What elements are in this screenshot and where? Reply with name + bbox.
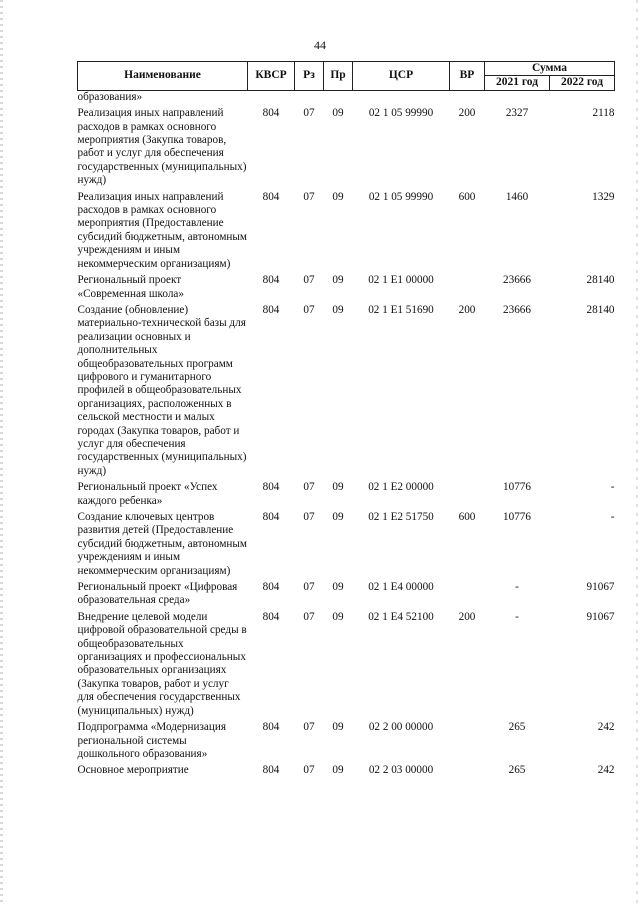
row-name: Региональный проект «Успех каждого ребенка» (77, 481, 218, 507)
row-sum-2022: 2118 (592, 107, 615, 120)
row-name: Внедрение целевой модели цифровой образовательной среды в общеобразовательных организациях и профессиональных образовательных организациях (Закупка товаров, работ и услуг для обеспечения государственных (муниципальных) нужд) (77, 610, 247, 717)
row-csr: 02 1 E4 52100 (368, 610, 434, 623)
table-body (78, 90, 615, 780)
row-vr: 600 (458, 511, 476, 523)
row-rz: 07 (303, 190, 315, 203)
row-kvsr: 804 (262, 610, 280, 623)
row-sum-2021: 10776 (503, 511, 531, 523)
row-sum-2021 (485, 90, 550, 107)
row-rz: 07 (303, 581, 315, 594)
row-kvsr: 804 (262, 274, 280, 287)
row-name: Создание ключевых центров развития детей (Предоставление субсидий бюджетным, автономным учреждениям и иным некоммерческим организациям) (77, 511, 247, 577)
row-sum-2021: 23666 (503, 303, 531, 316)
row-csr: 02 1 E2 00000 (368, 481, 434, 494)
row-rz: 07 (303, 764, 315, 777)
row-sum-2022: 91067 (586, 610, 615, 623)
row-vr: 200 (458, 610, 476, 623)
row-rz: 07 (303, 511, 315, 523)
table-row (78, 611, 615, 721)
header-sum: Сумма (485, 62, 615, 76)
row-csr: 02 2 00 00000 (368, 721, 434, 734)
row-sum-2022: 1329 (592, 190, 615, 203)
row-name: Реализация иных направлений расходов в рамках основного мероприятия (Предоставление субсидий бюджетным, автономным учреждениям и иным некоммерческим организациям) (77, 190, 247, 270)
row-kvsr (248, 90, 295, 107)
row-name: Региональный проект «Современная школа» (77, 274, 184, 300)
row-name: Реализация иных направлений расходов в рамках основного мероприятия (Закупка товаров, работ и услуг для обеспечения государственных (муниципальных) нужд) (77, 107, 247, 187)
row-pr: 09 (332, 610, 344, 623)
row-pr: 09 (332, 511, 344, 523)
table-row (78, 304, 615, 481)
row-kvsr: 804 (262, 511, 280, 523)
row-pr: 09 (332, 107, 344, 120)
row-sum-2021: 2327 (505, 107, 529, 120)
row-kvsr: 804 (262, 107, 280, 120)
row-vr (450, 481, 485, 511)
row-vr: 600 (458, 190, 476, 203)
scan-edge-right (636, 0, 638, 905)
row-vr: 200 (458, 303, 476, 316)
row-kvsr: 804 (262, 481, 280, 494)
row-sum-2022: 28140 (586, 274, 615, 287)
row-rz: 07 (303, 274, 315, 287)
row-kvsr: 804 (262, 190, 280, 203)
row-kvsr: 804 (262, 303, 280, 316)
row-vr (450, 90, 485, 107)
row-vr: 200 (458, 107, 476, 120)
header-kvsr: КВСР (248, 62, 295, 91)
row-vr (450, 274, 485, 304)
row-sum-2022: 242 (597, 764, 615, 777)
table-row (78, 511, 615, 581)
row-name: Подпрограмма «Модернизация региональной системы дошкольного образования» (77, 721, 226, 760)
header-vr: ВР (450, 62, 485, 91)
row-rz: 07 (303, 303, 315, 316)
row-kvsr: 804 (262, 764, 280, 777)
row-pr: 09 (332, 764, 344, 777)
row-sum-2021: 1460 (505, 190, 529, 203)
row-kvsr: 804 (262, 581, 280, 594)
row-csr: 02 1 E2 51750 (368, 511, 434, 523)
table-row (78, 274, 615, 304)
row-csr: 02 1 05 99990 (368, 107, 434, 120)
table-row (78, 191, 615, 274)
table-row (78, 90, 615, 107)
row-pr: 09 (332, 481, 344, 494)
row-pr (324, 90, 353, 107)
row-name: Основное мероприятие (77, 764, 189, 777)
row-name: Региональный проект «Цифровая образовательная среда» (77, 581, 238, 607)
row-sum-2021: - (515, 610, 519, 623)
row-rz (295, 90, 324, 107)
row-pr: 09 (332, 721, 344, 734)
row-vr (450, 721, 485, 764)
row-csr: 02 1 E4 00000 (368, 581, 434, 594)
row-pr: 09 (332, 190, 344, 203)
row-pr: 09 (332, 581, 344, 594)
row-sum-2022: 28140 (586, 303, 615, 316)
table-row (78, 764, 615, 780)
header-pr: Пр (324, 62, 353, 91)
header-name: Наименование (78, 62, 248, 91)
header-rz: Рз (295, 62, 324, 91)
row-rz: 07 (303, 107, 315, 120)
row-sum-2022: - (610, 481, 615, 494)
row-name: образования» (77, 90, 143, 103)
row-rz: 07 (303, 481, 315, 494)
row-sum-2021: - (515, 581, 519, 594)
row-sum-2021: 10776 (503, 481, 531, 494)
row-sum-2021: 23666 (503, 274, 531, 287)
header-csr: ЦСР (353, 62, 450, 91)
row-sum-2021: 265 (508, 764, 526, 777)
table-row (78, 581, 615, 611)
row-rz: 07 (303, 610, 315, 623)
row-csr: 02 1 05 99990 (368, 190, 434, 203)
header-2022: 2022 год (550, 76, 615, 90)
row-csr: 02 1 E1 51690 (368, 303, 434, 316)
row-rz: 07 (303, 721, 315, 734)
scan-edge-left (0, 0, 3, 905)
page-number: 44 (314, 38, 326, 52)
row-vr (450, 764, 485, 780)
table-row (78, 107, 615, 190)
table-header (78, 62, 615, 91)
row-pr: 09 (332, 303, 344, 316)
budget-table (77, 61, 615, 781)
table-row (78, 721, 615, 764)
row-csr (353, 90, 450, 107)
row-sum-2021: 265 (508, 721, 526, 734)
row-sum-2022: 242 (597, 721, 615, 734)
row-vr (450, 581, 485, 611)
row-name: Создание (обновление) материально-технической базы для реализации основных и дополнительных общеобразовательных программ цифрового и гуманитарного профилей в общеобразовательных организациях, расположенных в сельской местности и малых городах (Закупка товаров, работ и услуг для обеспечения государственных (муниципальных) нужд) (77, 303, 247, 477)
row-csr: 02 1 E1 00000 (368, 274, 434, 287)
header-2021: 2021 год (485, 76, 550, 90)
row-sum-2022 (550, 90, 615, 107)
row-sum-2022: - (610, 511, 615, 523)
row-csr: 02 2 03 00000 (368, 764, 434, 777)
row-pr: 09 (332, 274, 344, 287)
table-row (78, 481, 615, 511)
row-sum-2022: 91067 (586, 581, 615, 594)
row-kvsr: 804 (262, 721, 280, 734)
